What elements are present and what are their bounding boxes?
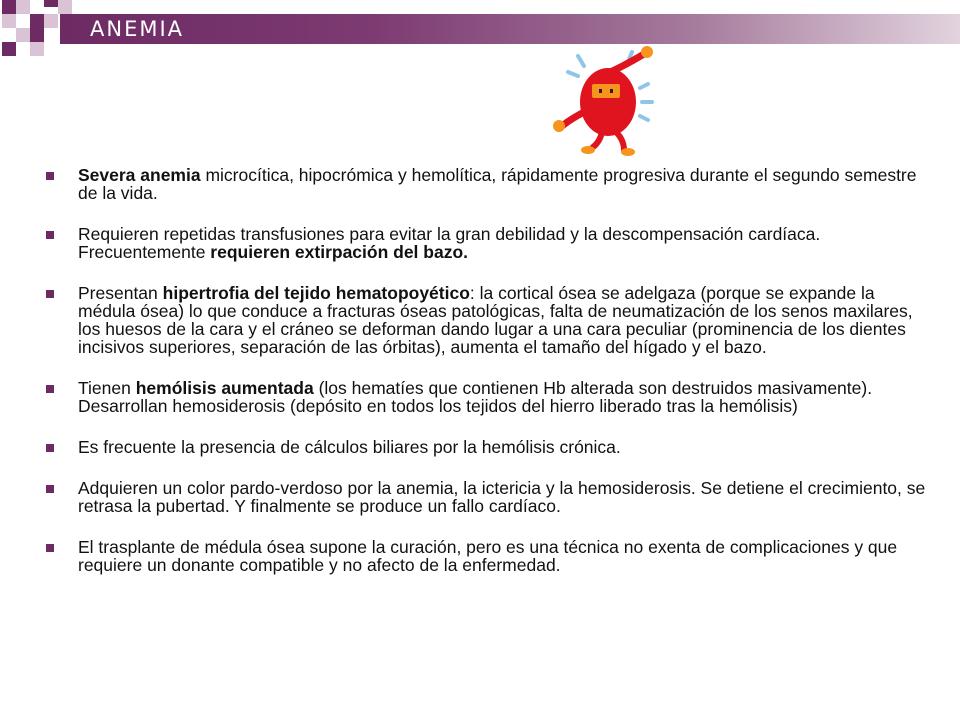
bullet-text: Adquieren un color pardo-verdoso por la anemia, la ictericia y la hemosiderosis. Se detiene el crecimiento, se retrasa la pubertad. Y finalmente se produce un fallo cardíaco. (78, 478, 926, 516)
bullet-square (46, 485, 54, 493)
decor-square (44, 0, 58, 7)
decor-square (16, 28, 30, 42)
list-item (46, 379, 926, 415)
decor-square (30, 28, 44, 42)
bullet-text: El trasplante de médula ósea supone la curación, pero es una técnica no exenta de complicaciones y que requiere un donante compatible y no afecto de la enfermedad. (78, 537, 898, 575)
decor-square (2, 14, 16, 28)
page-title: ANEMIA (90, 17, 185, 41)
bullet-square (46, 231, 54, 239)
list-item (46, 438, 926, 456)
title-bar (60, 14, 960, 44)
list-item (46, 166, 926, 202)
bullet-square (46, 544, 54, 552)
bullet-text: Es frecuente la presencia de cálculos biliares por la hemólisis crónica. (78, 437, 621, 457)
decor-square (30, 42, 44, 56)
bullet-square (46, 172, 54, 180)
bullet-text: Severa anemia microcítica, hipocrómica y hemolítica, rápidamente progresiva durante el segundo semestre de la vida. (78, 165, 917, 203)
bullet-square (46, 385, 54, 393)
list-item (46, 284, 926, 356)
decor-square (2, 0, 16, 14)
red-blood-cell-mascot-icon (544, 44, 660, 156)
list-item (46, 479, 926, 515)
decor-square (16, 0, 30, 14)
bullet-text: Requieren repetidas transfusiones para evitar la gran debilidad y la descompensación cardíaca. Frecuentemente requieren extirpación del bazo. (78, 224, 821, 262)
decor-square (58, 0, 72, 14)
bullet-square (46, 290, 54, 298)
decor-square (30, 14, 44, 28)
list-item (46, 538, 926, 574)
list-item (46, 225, 926, 261)
decor-square (2, 42, 16, 56)
bullet-square (46, 444, 54, 452)
bullet-list (46, 166, 926, 597)
decor-square (44, 14, 58, 28)
bullet-text: Presentan hipertrofia del tejido hematopoyético: la cortical ósea se adelgaza (porque se expande la médula ósea) lo que conduce a fracturas óseas patológicas, falta de neumatización de los senos maxilares, los huesos de la cara y el cráneo se deforman dando lugar a una cara peculiar (prominencia de los dientes incisivos superiores, separación de las órbitas), aumenta el tamaño del hígado y el bazo. (78, 283, 913, 357)
bullet-text: Tienen hemólisis aumentada (los hematíes que contienen Hb alterada son destruidos masivamente). Desarrollan hemosiderosis (depósito en todos los tejidos del hierro liberado tras la hemólisis) (78, 378, 873, 416)
